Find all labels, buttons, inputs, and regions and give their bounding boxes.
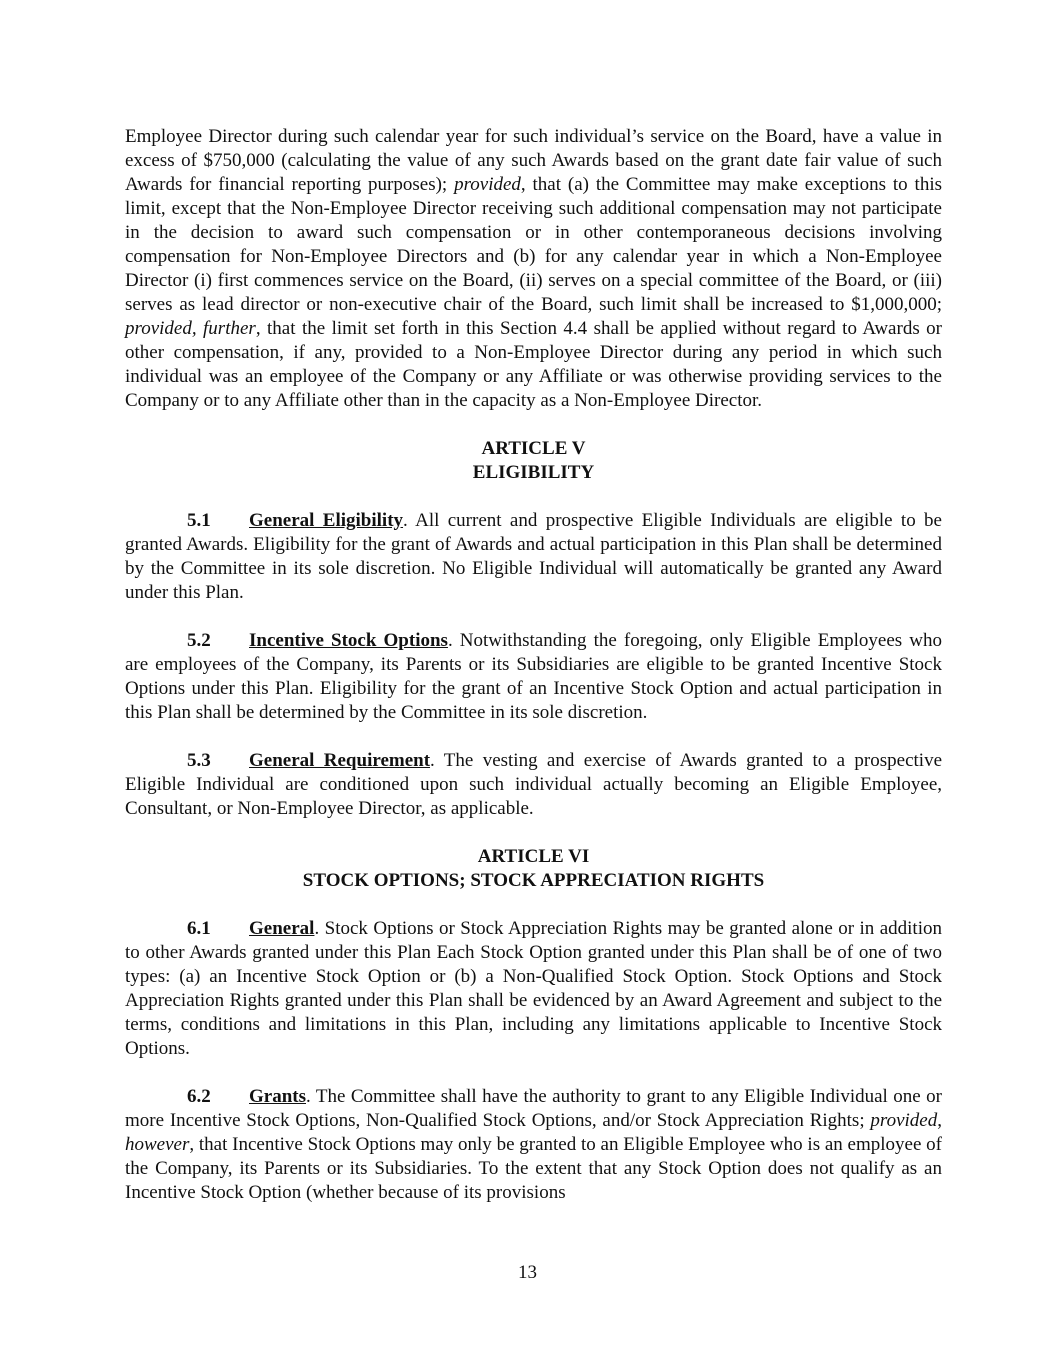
section-heading: Grants: [249, 1086, 306, 1107]
section-heading: Incentive Stock Options: [249, 630, 448, 651]
section-number: 5.3: [187, 750, 211, 771]
section-heading: General: [249, 918, 315, 939]
article-number: ARTICLE V: [481, 438, 586, 459]
section-5-2: 5.2 Incentive Stock Options. Notwithstanding the foregoing, only Eligible Employees who are employees of the Company, its Parents or its Subsidiaries are eligible to be granted Incentive Stock Options under this Plan. Eligibility for the grant of an Incentive Stock Option and actual participation in this Plan shall be determined by the Committee in its sole discretion.: [125, 630, 942, 723]
document-page: [125, 125, 942, 1205]
section-number: 5.2: [187, 630, 211, 651]
article-6-heading: [125, 845, 942, 893]
section-5-1: 5.1 General Eligibility. All current and prospective Eligible Individuals are eligible to be granted Awards. Eligibility for the grant of Awards and actual participation in this Plan shall be determined by the Committee in its sole discretion. No Eligible Individual will automatically be granted any Award under this Plan.: [125, 510, 942, 603]
section-6-1: 6.1 General. Stock Options or Stock Appreciation Rights may be granted alone or in addition to other Awards granted under this Plan Each Stock Option granted under this Plan shall be of one of two types: (a) an Incentive Stock Option or (b) a Non-Qualified Stock Option. Stock Options and Stock Appreciation Rights granted under this Plan shall be evidenced by an Award Agreement and subject to the terms, conditions and limitations in this Plan, including any limitations applicable to Incentive Stock Options.: [125, 918, 942, 1059]
section-4-4-continuation: Employee Director during such calendar year for such individual’s service on the Board, have a value in excess of $750,000 (calculating the value of any such Awards based on the grant date fair value of such Awards for financial reporting purposes); provided, that (a) the Committee may make exceptions to this limit, except that the Non-Employee Director receiving such additional compensation may not participate in the decision to award such compensation or in other contemporaneous decisions involving compensation for Non-Employee Directors and (b) for any calendar year in which a Non-Employee Director (i) first commences service on the Board, (ii) serves on a special committee of the Board, or (iii) serves as lead director or non-executive chair of the Board, such limit shall be increased to $1,000,000; provided, further, that the limit set forth in this Section 4.4 shall be applied without regard to Awards or other compensation, if any, provided to a Non-Employee Director during any period in which such individual was an employee of the Company or any Affiliate or was otherwise providing services to the Company or to any Affiliate other than in the capacity as a Non-Employee Director.: [125, 126, 942, 411]
section-5-3: 5.3 General Requirement. The vesting and exercise of Awards granted to a prospective Eligible Individual are conditioned upon such individual actually becoming an Eligible Employee, Consultant, or Non-Employee Director, as applicable.: [125, 750, 943, 819]
article-5-heading: [125, 437, 942, 485]
section-heading: General Eligibility: [249, 510, 404, 531]
section-6-2: 6.2 Grants. The Committee shall have the authority to grant to any Eligible Individual one or more Incentive Stock Options, Non-Qualified Stock Options, and/or Stock Appreciation Rights; provided, however, that Incentive Stock Options may only be granted to an Eligible Employee who is an employee of the Company, its Parents or its Subsidiaries. To the extent that any Stock Option does not qualify as an Incentive Stock Option (whether because of its provisions: [125, 1086, 942, 1203]
article-title: STOCK OPTIONS; STOCK APPRECIATION RIGHTS: [302, 870, 765, 891]
section-number: 6.1: [187, 918, 211, 939]
page-number: 13: [518, 1262, 537, 1283]
article-number: ARTICLE VI: [477, 846, 590, 867]
section-heading: General Requirement: [249, 750, 431, 771]
section-number: 6.2: [187, 1086, 211, 1107]
article-title: ELIGIBILITY: [472, 462, 595, 483]
section-number: 5.1: [187, 510, 211, 531]
